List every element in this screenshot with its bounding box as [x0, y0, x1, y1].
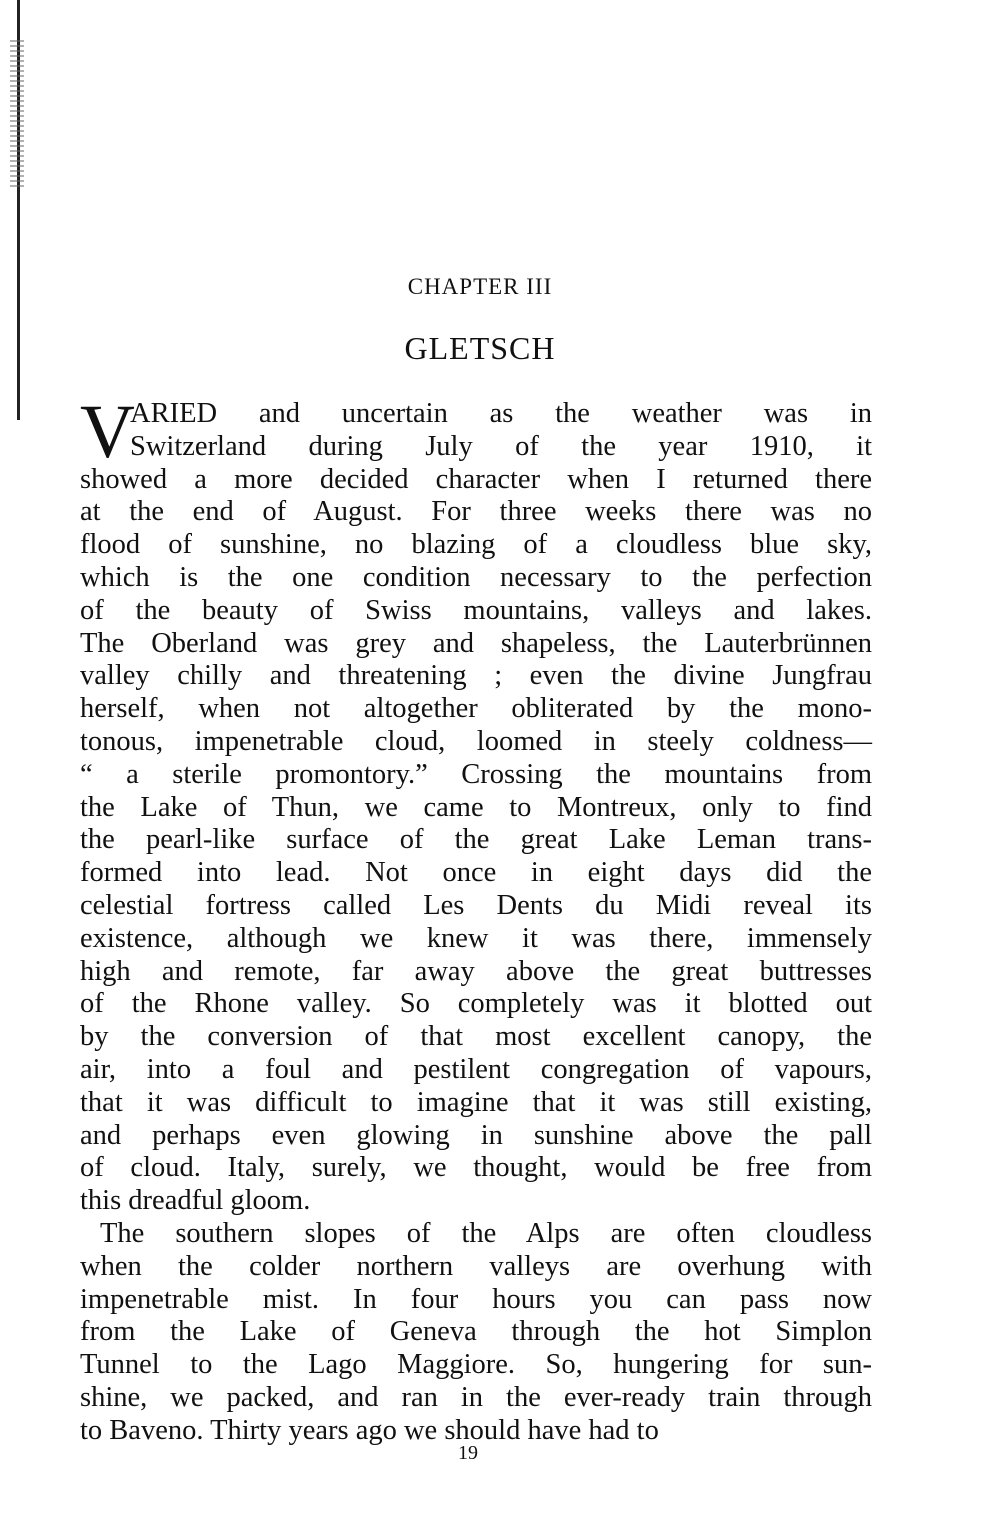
text-line: celestial fortress called Les Dents du Midi reveal its [80, 889, 872, 921]
chapter-label: CHAPTER III [407, 274, 553, 299]
text-line: of the beauty of Swiss mountains, valleys and lakes. [80, 594, 872, 626]
page-number: 19 [458, 1442, 478, 1464]
text-line: Switzerland during July of the year 1910, it [130, 430, 872, 462]
text-line: valley chilly and threatening ; even the divine Jungfrau [80, 660, 872, 692]
text-line: air, into a foul and pestilent congregation of vapours, [80, 1053, 872, 1085]
text-line: the Lake of Thun, we came to Montreux, only to find [80, 791, 872, 823]
text-line: existence, although we knew it was there, immensely [80, 922, 872, 954]
text-line: “ a sterile promontory.” Crossing the mountains from [80, 758, 872, 790]
text-line: Tunnel to the Lago Maggiore. So, hungering for sun- [80, 1349, 872, 1381]
text-line: tonous, impenetrable cloud, loomed in steely coldness— [80, 725, 872, 757]
text-line: to Baveno. Thirty years ago we should have had to [80, 1414, 659, 1446]
text-line: The Oberland was grey and shapeless, the Lauterbrünnen [80, 627, 872, 659]
text-line: the pearl-like surface of the great Lake Leman trans- [80, 824, 872, 856]
text-line: shine, we packed, and ran in the ever-ready train through [80, 1381, 872, 1413]
drop-cap: V [80, 390, 135, 474]
text-line: of cloud. Italy, surely, we thought, would be free from [80, 1152, 872, 1184]
text-line: this dreadful gloom. [80, 1185, 311, 1217]
text-line: formed into lead. Not once in eight days did the [80, 857, 872, 889]
text-line: at the end of August. For three weeks there was no [80, 496, 872, 528]
body-text [80, 390, 872, 1448]
text-line: when the colder northern valleys are overhung with [80, 1250, 872, 1282]
text-line: impenetrable mist. In four hours you can pass now [80, 1283, 872, 1315]
text-line: herself, when not altogether obliterated by the mono- [80, 693, 872, 725]
chapter-title: GLETSCH [404, 330, 556, 366]
scan-edge-noise [10, 40, 24, 190]
text-line: that it was difficult to imagine that it was still existing, [80, 1086, 872, 1118]
text-line: ARIED and uncertain as the weather was in [130, 398, 872, 429]
text-line: of the Rhone valley. So completely was it blotted out [80, 988, 872, 1020]
text-line: high and remote, far away above the great buttresses [80, 955, 872, 987]
text-line: from the Lake of Geneva through the hot Simplon [80, 1316, 872, 1348]
text-line: The southern slopes of the Alps are often cloudless [100, 1217, 872, 1249]
text-line: by the conversion of that most excellent canopy, the [80, 1021, 872, 1053]
text-line: which is the one condition necessary to the perfection [80, 561, 872, 593]
text-line: and perhaps even glowing in sunshine above the pall [80, 1119, 872, 1151]
text-line: flood of sunshine, no blazing of a cloudless blue sky, [80, 529, 872, 561]
text-line: showed a more decided character when I returned there [80, 463, 872, 495]
